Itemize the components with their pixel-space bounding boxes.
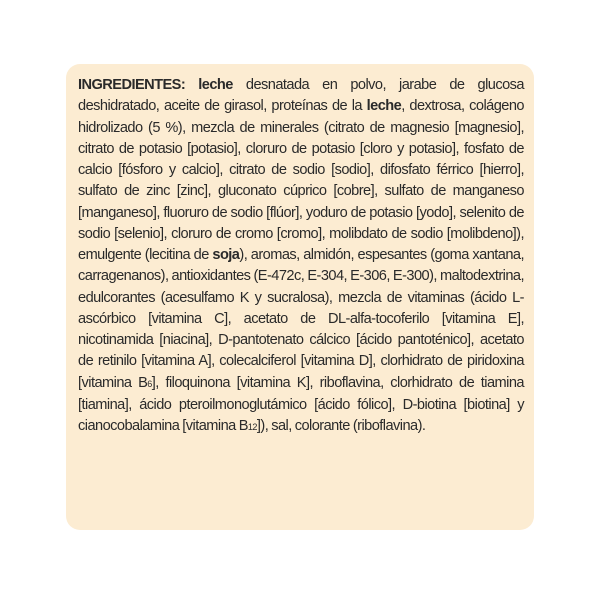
ingredients-label xyxy=(66,64,534,530)
ingredients-segment: ), aromas, almidón, espesantes (goma xantana, carragenanos), antioxidantes (E-472c, E-304, E-306, E-300), maltodextrina, edulcorantes (acesulfamo K y sucralosa), mezcla de vitaminas (ácido L-ascórbico [vitamina C], acetato de DL-alfa-tocoferilo [vitamina E], nicotinamida [niacina], D-pantotenato cálcico [ácido pantoténico], acetato de retinilo [vitamina A], colecalciferol [vitamina D], clorhidrato de piridoxina [vitamina B xyxy=(78,247,524,391)
ingredients-segment: desnatada en polvo, jarabe de glucosa deshidratado, aceite de girasol, proteínas de la xyxy=(78,77,524,115)
ingredients-heading: INGREDIENTES: xyxy=(78,77,186,93)
ingredients-segment: ]), sal, colorante (riboflavina). xyxy=(256,418,426,434)
ingredients-segment: ], filoquinona [vitamina K], riboflavina, clorhidrato de tiamina [tiamina], ácido pteroilmonoglutámico [ácido fólico], D-biotina [biotina] y cianocobalamina [vitamina B xyxy=(78,374,524,434)
subscript-text: 6 xyxy=(147,378,152,389)
ingredients-text xyxy=(78,75,524,438)
ingredients-segment xyxy=(185,77,198,93)
allergen-highlight: leche xyxy=(198,77,233,93)
ingredients-segment: , dextrosa, colágeno hidrolizado (5 %), mezcla de minerales (citrato de magnesio [magnesio], citrato de potasio [potasio], cloruro de potasio [cloro y potasio], fosfato de calcio [fósforo y calcio], citrato de sodio [sodio], difosfato férrico [hierro], sulfato de zinc [zinc], gluconato cúprico [cobre], sulfato de manganeso [manganeso], fluoruro de sodio [flúor], yoduro de potasio [yodo], selenito de sodio [selenio], cloruro de cromo [cromo], molibdato de sodio [molibdeno]), emulgente (lecitina de xyxy=(78,98,525,263)
allergen-highlight: leche xyxy=(366,98,402,115)
allergen-highlight: soja xyxy=(212,247,240,263)
subscript-text: 12 xyxy=(247,422,257,432)
